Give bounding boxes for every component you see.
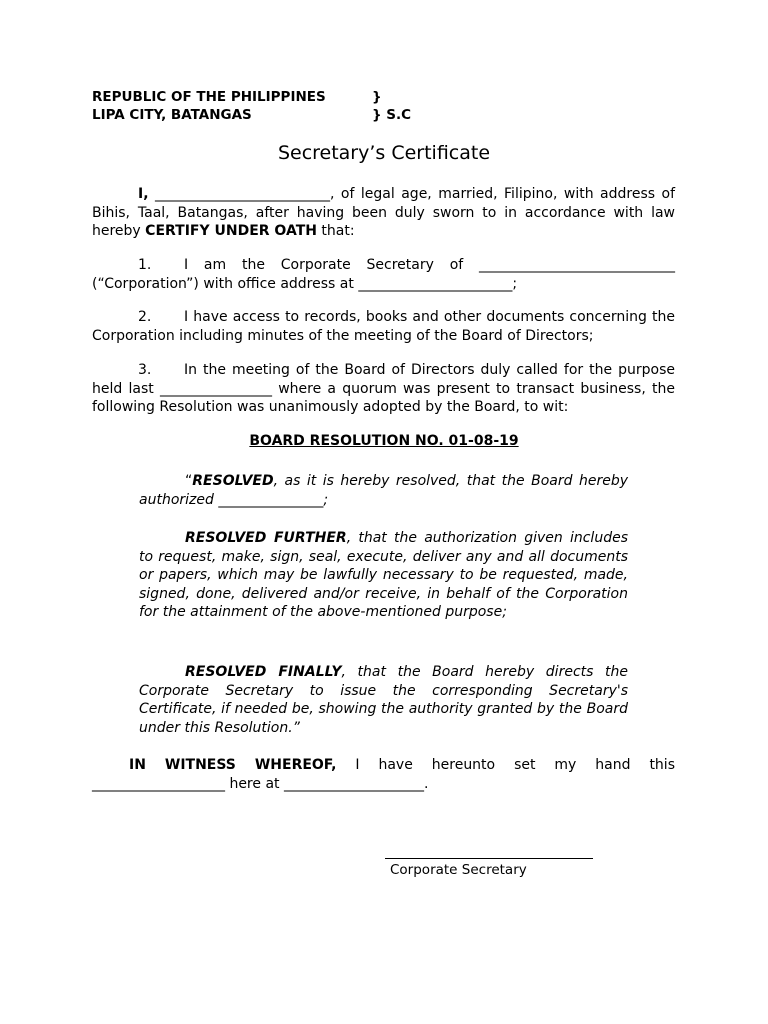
item-text: I have access to records, books and other documents concerning the Corporation including minutes of the meeting of the Board of Directors; <box>92 309 675 344</box>
signature-line <box>385 858 593 859</box>
venue-header <box>92 88 411 124</box>
item-text: ; <box>512 275 518 292</box>
address-blank: ______________________ <box>358 275 513 292</box>
resolved-bold: RESOLVED <box>192 473 274 489</box>
document-title: Secretary’s Certificate <box>277 142 491 164</box>
day-blank: ___________________ <box>92 775 225 792</box>
item-1 <box>92 256 675 293</box>
venue-line-1 <box>92 88 411 106</box>
intro-text: , of legal age, married, Filipino, with address of Bihis, Taal, Batangas, after having been duly sworn to in accordance with law hereby <box>92 186 676 239</box>
intro-text-end: that: <box>316 223 355 239</box>
corporation-blank: ____________________________ <box>479 257 675 273</box>
place-blank: ____________________ <box>283 775 424 792</box>
resolution-text: ; <box>323 491 329 508</box>
witness-word: WHEREOF, <box>254 757 337 773</box>
witness-word: hereunto <box>431 757 496 773</box>
resolution-title: BOARD RESOLUTION NO. 01-08-19 <box>249 433 519 449</box>
item-text: where a quorum was present to transact business, the following Resolution was unanimously adopted by the Board, to wit: <box>92 380 675 415</box>
witness-word: hand <box>595 757 631 773</box>
venue-brace-2: } S.C <box>372 107 412 123</box>
witness-word: set <box>514 757 536 773</box>
resolved-further-bold: RESOLVED FURTHER <box>185 530 347 546</box>
item-number: 2. <box>138 309 152 325</box>
witness-line-2 <box>92 775 675 794</box>
witness-text: . <box>423 775 429 792</box>
resolution-1 <box>139 472 628 509</box>
resolved-finally-bold: RESOLVED FINALLY <box>185 664 342 680</box>
witness-line-1 <box>92 756 675 775</box>
item-3 <box>92 361 675 417</box>
resolution-3 <box>139 663 628 737</box>
venue-brace-1: } <box>372 89 382 105</box>
item-number: 3. <box>138 362 152 378</box>
resolution-text: , that the authorization given includes to request, make, sign, seal, execute, deliver any and all documents or papers, which may be lawfully necessary to be requested, made, signed, done, delivered and/or receive, in behalf of the Corporation for the attainment of the above-mentioned purpose; <box>139 530 628 620</box>
witness-text: here at <box>225 775 284 792</box>
witness-word: WITNESS <box>164 757 236 773</box>
resolution-text: , that the Board hereby directs the Corporate Secretary to issue the corresponding Secretary's Certificate, if needed be, showing the authority granted by the Board under this Resolution.” <box>139 664 629 736</box>
authorized-blank: _______________ <box>218 491 324 508</box>
open-quote: “ <box>185 473 193 489</box>
witness-word: this <box>649 757 675 773</box>
intro-pronoun: I, <box>138 186 149 202</box>
item-text: I am the Corporate Secretary of <box>184 257 479 273</box>
witness-word: I <box>355 757 360 773</box>
witness-word: IN <box>129 757 146 773</box>
item-text: In the meeting of the Board of Directors duly called for the purpose held last <box>92 362 675 397</box>
item-number: 1. <box>138 257 152 273</box>
signature-label: Corporate Secretary <box>390 862 527 878</box>
resolution-text: , as it is hereby resolved, that the Board hereby authorized <box>139 473 628 508</box>
republic-label: REPUBLIC OF THE PHILIPPINES <box>92 89 326 105</box>
witness-paragraph <box>92 756 675 793</box>
item-2 <box>92 308 675 345</box>
resolution-2 <box>139 529 628 622</box>
venue-line-2 <box>92 106 411 124</box>
city-label: LIPA CITY, BATANGAS <box>92 107 252 123</box>
witness-word: my <box>554 757 577 773</box>
intro-paragraph <box>92 185 675 241</box>
date-blank: ________________ <box>159 380 272 397</box>
witness-word: have <box>378 757 413 773</box>
item-text: (“Corporation”) with office address at <box>92 275 359 292</box>
name-blank: _________________________ <box>155 186 331 202</box>
certify-bold: CERTIFY UNDER OATH <box>145 223 317 239</box>
